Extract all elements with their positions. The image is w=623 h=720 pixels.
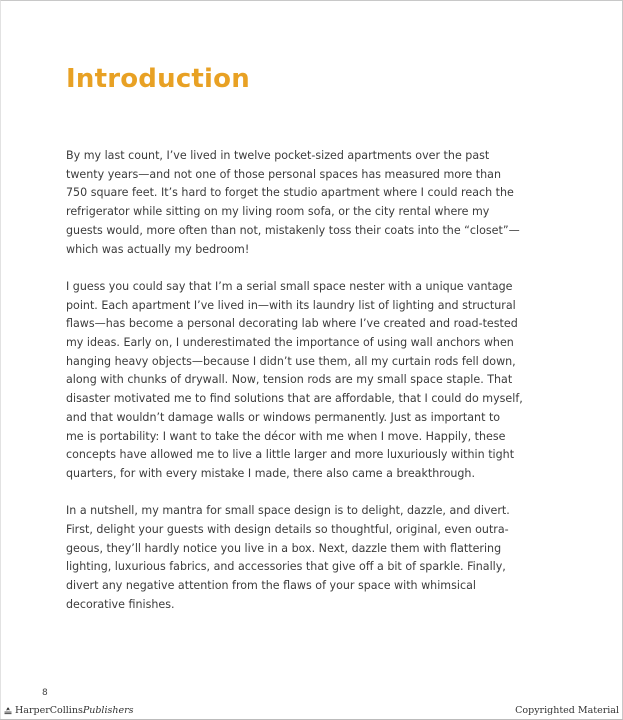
text-line: concepts have allowed me to live a little larger and more luxuriously within tight xyxy=(66,448,515,462)
text-line: geous, they’ll hardly notice you live in a box. Next, dazzle them with flattering xyxy=(66,541,502,555)
text-line: refrigerator while sitting on my living room sofa, or the city rental where my xyxy=(66,205,490,219)
body-text xyxy=(66,147,542,633)
text-line: which was actually my bedroom! xyxy=(66,242,250,256)
text-line: point. Each apartment I’ve lived in—with its laundry list of lighting and structural xyxy=(66,298,516,312)
text-line: By my last count, I’ve lived in twelve pocket-sized apartments over the past xyxy=(66,149,490,162)
text-line: flaws—has become a personal decorating lab where I’ve created and road-tested xyxy=(66,317,518,331)
text-line: divert any negative attention from the flaws of your space with whimsical xyxy=(66,579,476,593)
text-line: disaster motivated me to find solutions that are affordable, that I could do myself, xyxy=(66,392,523,406)
text-line: quarters, for with every mistake I made, there also came a breakthrough. xyxy=(66,466,475,480)
text-line: 750 square feet. It’s hard to forget the studio apartment where I could reach the xyxy=(66,186,514,200)
text-line: my ideas. Early on, I underestimated the importance of using wall anchors when xyxy=(66,336,514,350)
paragraph-3 xyxy=(66,502,542,614)
text-line: me is portability: I want to take the décor with me when I move. Happily, these xyxy=(66,429,506,443)
publisher-imprint xyxy=(4,705,134,716)
text-line: along with chunks of drywall. Now, tension rods are my small space staple. That xyxy=(66,373,513,387)
paragraph-2 xyxy=(66,278,542,484)
text-line: guests would, more often than not, mistakenly toss their coats into the “closet”— xyxy=(66,223,520,237)
text-line: hanging heavy objects—because I didn’t use them, all my curtain rods fell down, xyxy=(66,354,516,368)
copyright-notice: Copyrighted Material xyxy=(515,705,619,716)
text-line: and that wouldn’t damage walls or windows permanently. Just as important to xyxy=(66,410,501,424)
text-line: lighting, luxurious fabrics, and accessories that give off a bit of sparkle. Finally, xyxy=(66,560,506,574)
paragraph-1 xyxy=(66,147,542,259)
page-title: Introduction xyxy=(66,64,250,94)
text-line: twenty years—and not one of those personal spaces has measured more than xyxy=(66,167,501,181)
text-line: In a nutshell, my mantra for small space design is to delight, dazzle, and divert. xyxy=(66,504,510,518)
text-line: I guess you could say that I’m a serial small space nester with a unique vantage xyxy=(66,279,513,293)
page-number: 8 xyxy=(42,688,48,698)
fire-and-water-logo-icon xyxy=(4,707,12,715)
text-line: decorative finishes. xyxy=(66,597,175,611)
publisher-suffix: Publishers xyxy=(82,705,134,716)
publisher-name: HarperCollins xyxy=(15,705,83,716)
text-line: First, delight your guests with design details so thoughtful, original, even outra- xyxy=(66,523,509,537)
